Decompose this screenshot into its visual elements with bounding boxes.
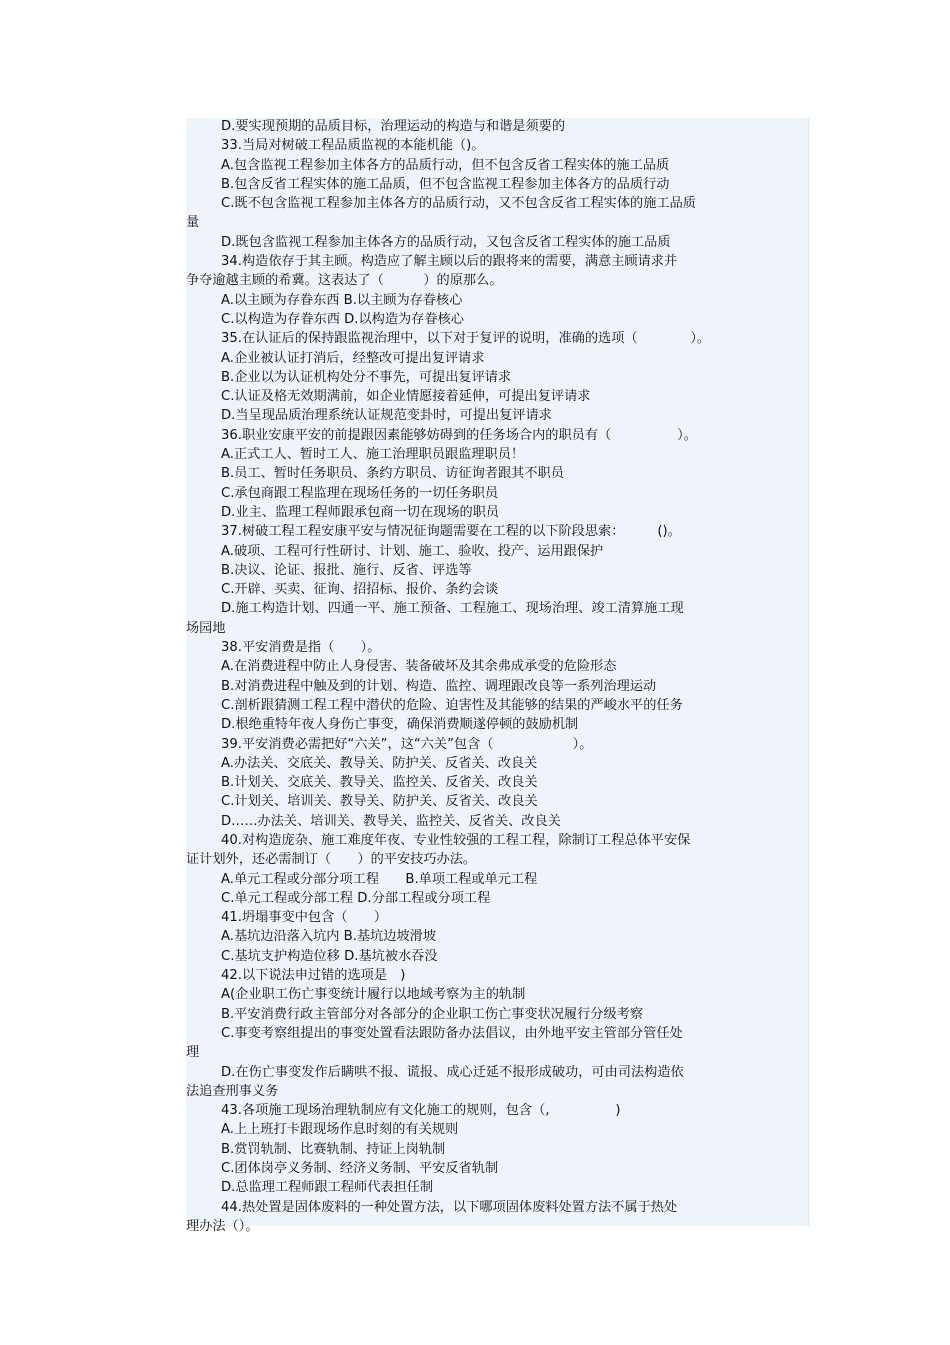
text-line: D.根绝重特年夜人身伤亡事变，确保消费顺遂停顿的鼓励机制	[221, 717, 579, 733]
text-line: A.基坑边沿落入坑内 B.基坑边坡滑坡	[221, 929, 437, 945]
text-line: C.认证及格无效期满前，如企业情愿接着延伸，可提出复评请求	[221, 389, 591, 405]
text-line: 争夺逾越主顾的希冀。这表达了（ ）的原那么。	[186, 273, 503, 289]
text-line: 理	[186, 1045, 200, 1061]
text-line: B.对消费进程中触及到的计划、构造、监控、调理跟改良等一系列治理运动	[221, 678, 657, 694]
text-line: D.既包含监视工程参加主体各方的品质行动，又包含反省工程实体的施工品质	[221, 234, 671, 250]
text-line: 40.对构造庞杂、施工难度年夜、专业性较强的工程工程，除制订工程总体平安保	[221, 832, 691, 848]
text-line: 法追查刑事义务	[186, 1083, 279, 1099]
text-line: A.办法关、交底关、教导关、防护关、反省关、改良关	[221, 755, 538, 771]
text-line: B.企业以为认证机构处分不事先，可提出复评请求	[221, 369, 512, 385]
text-line: 36.职业安康平安的前提跟因素能够妨碍到的任务场合内的职员有（ ）。	[221, 427, 697, 443]
text-line: 43.各项施工现场治理轨制应有文化施工的规则，包含（, )	[221, 1103, 621, 1119]
text-line: B.决议、论证、报批、施行、反省、评选等	[221, 562, 472, 578]
text-line: C.开辟、买卖、征询、招招标、报价、条约会谈	[221, 582, 499, 598]
text-line: 38.平安消费是指（ ）。	[221, 640, 381, 656]
text-line: A.以主顾为存眷东西 B.以主顾为存眷核心	[221, 292, 463, 308]
text-line: 理办法（）。	[186, 1218, 259, 1234]
text-line: D.施工构造计划、四通一平、施工预备、工程施工、现场治理、竣工清算施工现	[221, 601, 684, 617]
text-line: 42.以下说法申过错的选项是 )	[221, 968, 406, 984]
text-line: B.平安消费行政主管部分对各部分的企业职工伤亡事变状况履行分级考察	[221, 1006, 644, 1022]
text-line: A.单元工程或分部分项工程 B.单项工程或单元工程	[221, 871, 538, 887]
text-line: C.计划关、培训关、教导关、防护关、反省关、改良关	[221, 794, 538, 810]
text-line: A(企业职工伤亡事变统计履行以地域考察为主的轨制	[221, 987, 526, 1003]
text-line: A.上上班打卡跟现场作息时刻的有关规则	[221, 1122, 459, 1138]
text-line: D.在伤亡事变发作后瞒哄不报、谎报、成心迁延不报形成破功，可由司法构造依	[221, 1064, 684, 1080]
text-line: D……办法关、培训关、教导关、监控关、反省关、改良关	[221, 813, 561, 829]
text-line: C.团体岗亭义务制、经济义务制、平安反省轨制	[221, 1161, 499, 1177]
text-line: 34.构造依存于其主顾。构造应了解主顾以后的跟将来的需要，满意主顾请求并	[221, 254, 678, 270]
text-line: C.以构造为存眷东西 D.以构造为存眷核心	[221, 311, 464, 327]
text-line: 41.坍塌事变中包含（ ）	[221, 910, 388, 926]
text-line: C.剖析跟猜测工程工程中潜伏的危险、迫害性及其能够的结果的严峻水平的任务	[221, 697, 683, 713]
text-line: A.在消费进程中防止人身侵害、装备破坏及其余弗成承受的危险形态	[221, 659, 617, 675]
text-line: B.包含反省工程实体的施工品质，但不包含监视工程参加主体各方的品质行动	[221, 176, 670, 192]
text-line: A.包含监视工程参加主体各方的品质行动，但不包含反省工程实体的施工品质	[221, 157, 670, 173]
text-line: A.破项、工程可行性研讨、计划、施工、验收、投产、运用跟保护	[221, 543, 604, 559]
text-line: 33.当局对树破工程品质监视的本能机能（)。	[221, 138, 485, 154]
text-line: A.正式工人、暂时工人、施工治理职员跟监理职员！	[221, 447, 525, 463]
text-line: 场园地	[186, 620, 226, 636]
text-line: D.要实现预期的品质目标，治理运动的构造与和谐是须要的	[221, 119, 566, 134]
text-line: B.员工、暂时任务职员、条约方职员、访征询者跟其不职员	[221, 466, 564, 482]
text-line: 35.在认证后的保持跟监视治理中，以下对于复评的说明，准确的选项（ ）。	[221, 331, 711, 347]
text-line: A.企业被认证打消后，经整改可提出复评请求	[221, 350, 485, 366]
text-line: D.总监理工程师跟工程师代表担任制	[221, 1180, 434, 1196]
text-line: 量	[186, 215, 200, 231]
text-line: 44.热处置是固体废料的一种处置方法，以下哪项固体废料处置方法不属于热处	[221, 1199, 678, 1215]
text-line: D.当呈现品质治理系统认证规范变卦时，可提出复评请求	[221, 408, 552, 424]
text-line: 37.树破工程工程安康平安与情况征询题需要在工程的以下阶段思索： ()。	[221, 524, 681, 540]
text-line: 证计划外，还必需制订（ ）的平安技巧办法。	[186, 852, 477, 868]
text-line: C.承包商跟工程监理在现场任务的一切任务职员	[221, 485, 499, 501]
document-text	[186, 117, 766, 1236]
text-line: D.业主、监理工程师跟承包商一切在现场的职员	[221, 504, 500, 520]
text-line: C.基坑支护构造位移 D.基坑被水吞没	[221, 948, 438, 964]
text-line: C.事变考察组提出的事变处置看法跟防备办法倡议，由外地平安主管部分管任处	[221, 1025, 683, 1041]
text-line: C.既不包含监视工程参加主体各方的品质行动，又不包含反省工程实体的施工品质	[221, 196, 696, 212]
text-line: C.单元工程或分部工程 D.分部工程或分项工程	[221, 890, 491, 906]
text-line: B.计划关、交底关、教导关、监控关、反省关、改良关	[221, 775, 538, 791]
text-line: B.赏罚轨制、比赛轨制、持证上岗轨制	[221, 1141, 446, 1157]
text-line: 39.平安消费必需把好“六关”，这“六关”包含（ ）。	[221, 736, 593, 752]
